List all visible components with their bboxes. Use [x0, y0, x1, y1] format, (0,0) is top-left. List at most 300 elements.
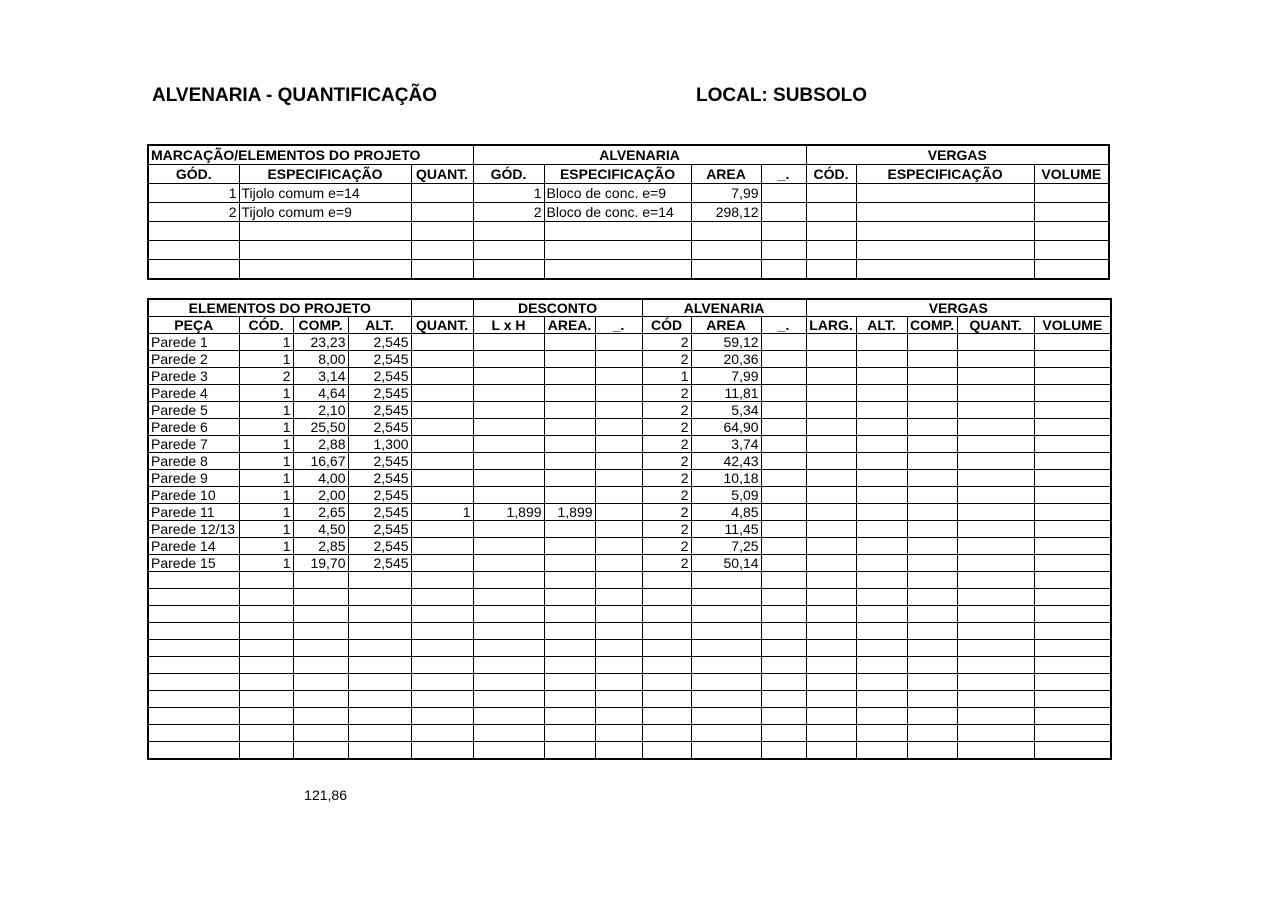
table-cell: 1: [239, 555, 293, 572]
table-cell: [957, 351, 1034, 368]
table-cell: [293, 572, 348, 589]
table-cell: [856, 436, 907, 453]
table-cell: [1034, 691, 1111, 708]
table-cell: [411, 334, 473, 351]
table-cell: [1034, 742, 1111, 760]
table-cell: [691, 691, 761, 708]
table-cell: [856, 606, 907, 623]
table-row: [148, 203, 1109, 222]
column-header: COMP.: [293, 317, 348, 334]
table-cell: 2,545: [348, 521, 411, 538]
table-cell: Parede 6: [148, 419, 239, 436]
table-cell: [806, 657, 856, 674]
table-cell: [806, 241, 856, 260]
table-cell: [239, 657, 293, 674]
table-cell: [293, 708, 348, 725]
table-cell: [806, 470, 856, 487]
group-header-vergas: VERGAS: [806, 299, 1111, 317]
table-row: [148, 708, 1111, 725]
table-cell: [348, 623, 411, 640]
group-header-blank: [411, 299, 473, 317]
table-cell: [411, 184, 473, 203]
table-cell: [957, 742, 1034, 760]
table-row: [148, 623, 1111, 640]
table-cell: 2,00: [293, 487, 348, 504]
group-header-elements: ELEMENTOS DO PROJETO: [148, 299, 411, 317]
comp-total: 121,86: [304, 787, 347, 803]
table-cell: [595, 674, 642, 691]
table-cell: [761, 351, 806, 368]
table-cell: [473, 241, 544, 260]
table-cell: [856, 589, 907, 606]
table-cell: [239, 241, 411, 260]
table-cell: [595, 742, 642, 760]
table-cell: 2: [642, 521, 691, 538]
table-cell: 64,90: [691, 419, 761, 436]
table-cell: [544, 453, 595, 470]
table-cell: 2,545: [348, 385, 411, 402]
table-cell: [856, 453, 907, 470]
table-cell: [856, 674, 907, 691]
project-markings-table: [147, 144, 1110, 280]
table-cell: [806, 504, 856, 521]
table-cell: [691, 725, 761, 742]
table-cell: 1,300: [348, 436, 411, 453]
table-cell: [856, 691, 907, 708]
table-cell: [761, 402, 806, 419]
table-cell: Parede 15: [148, 555, 239, 572]
table-row: [148, 402, 1111, 419]
table-cell: [473, 708, 544, 725]
column-header: COMP.: [907, 317, 957, 334]
table-cell: [473, 351, 544, 368]
table-cell: [1034, 351, 1111, 368]
table-cell: [806, 419, 856, 436]
table-cell: Parede 5: [148, 402, 239, 419]
table-cell: [239, 260, 411, 280]
table-cell: Bloco de conc. e=9: [544, 184, 691, 203]
table-cell: 2: [642, 351, 691, 368]
table-cell: [856, 222, 1034, 241]
table-cell: [148, 742, 239, 760]
table-cell: [411, 657, 473, 674]
table-cell: [907, 589, 957, 606]
table-cell: [595, 657, 642, 674]
table-cell: [1034, 222, 1109, 241]
table-cell: [957, 470, 1034, 487]
table-cell: [907, 368, 957, 385]
table-cell: [761, 538, 806, 555]
column-header: _.: [761, 317, 806, 334]
table-cell: [595, 521, 642, 538]
table-cell: 20,36: [691, 351, 761, 368]
table-cell: 1: [239, 419, 293, 436]
table-cell: [595, 640, 642, 657]
table-cell: [595, 351, 642, 368]
table-cell: [806, 708, 856, 725]
table-cell: Parede 7: [148, 436, 239, 453]
table-cell: [293, 589, 348, 606]
table-cell: [473, 657, 544, 674]
table-cell: 1: [239, 334, 293, 351]
table-cell: 2,545: [348, 538, 411, 555]
table-cell: [691, 222, 761, 241]
table-cell: 1: [473, 184, 544, 203]
table-cell: [473, 555, 544, 572]
table-cell: 4,50: [293, 521, 348, 538]
table-cell: [348, 640, 411, 657]
table-cell: 2: [642, 402, 691, 419]
table-row: [148, 725, 1111, 742]
table-cell: [1034, 487, 1111, 504]
table-cell: [856, 419, 907, 436]
table-cell: [148, 606, 239, 623]
table-cell: [544, 725, 595, 742]
table-cell: [856, 521, 907, 538]
table-cell: [806, 368, 856, 385]
table-cell: 2,545: [348, 487, 411, 504]
table-cell: [806, 742, 856, 760]
table-row: [148, 640, 1111, 657]
table-row: [148, 470, 1111, 487]
table-cell: [293, 606, 348, 623]
table-cell: [691, 640, 761, 657]
table-cell: [544, 555, 595, 572]
table-cell: [348, 674, 411, 691]
table-cell: [544, 402, 595, 419]
table-cell: [239, 606, 293, 623]
table-cell: [411, 385, 473, 402]
table-cell: [1034, 334, 1111, 351]
table-cell: [348, 589, 411, 606]
table-cell: [544, 623, 595, 640]
table-cell: [411, 351, 473, 368]
table-cell: [544, 222, 691, 241]
table-cell: [473, 222, 544, 241]
table-cell: Parede 14: [148, 538, 239, 555]
column-header: AREA: [691, 317, 761, 334]
table-cell: [544, 241, 691, 260]
table-row: [148, 504, 1111, 521]
table-cell: [907, 674, 957, 691]
table-cell: [595, 470, 642, 487]
table-cell: [544, 589, 595, 606]
table-cell: [957, 368, 1034, 385]
table-cell: Parede 9: [148, 470, 239, 487]
table-cell: [1034, 402, 1111, 419]
table-cell: [642, 657, 691, 674]
table-cell: 2,545: [348, 453, 411, 470]
table-row: [148, 674, 1111, 691]
table-cell: [761, 385, 806, 402]
table-cell: Bloco de conc. e=14: [544, 203, 691, 222]
table-cell: 3,74: [691, 436, 761, 453]
table-row: [148, 222, 1109, 241]
table-cell: [761, 640, 806, 657]
table-cell: [595, 538, 642, 555]
table-cell: [761, 742, 806, 760]
table-cell: [957, 419, 1034, 436]
table-cell: [856, 504, 907, 521]
table-cell: [473, 368, 544, 385]
table-cell: [473, 385, 544, 402]
table-cell: 7,99: [691, 368, 761, 385]
table-cell: [761, 623, 806, 640]
table-cell: [411, 691, 473, 708]
table-cell: Parede 4: [148, 385, 239, 402]
table-cell: [411, 368, 473, 385]
table-cell: [595, 385, 642, 402]
table-cell: [239, 742, 293, 760]
table-cell: [544, 606, 595, 623]
table-cell: [544, 521, 595, 538]
table-cell: [907, 623, 957, 640]
table-cell: [595, 402, 642, 419]
table-cell: [806, 203, 856, 222]
table-cell: [411, 453, 473, 470]
table-cell: [411, 623, 473, 640]
group-header-desconto: DESCONTO: [473, 299, 642, 317]
group-header-alvenaria: ALVENARIA: [473, 145, 806, 165]
table-cell: [293, 640, 348, 657]
table-cell: [293, 691, 348, 708]
table-cell: [761, 725, 806, 742]
table-cell: [595, 436, 642, 453]
table-cell: [473, 538, 544, 555]
table-cell: 1,899: [473, 504, 544, 521]
table-cell: 19,70: [293, 555, 348, 572]
table-cell: 11,45: [691, 521, 761, 538]
table-cell: [761, 436, 806, 453]
table-cell: [595, 368, 642, 385]
table-cell: [806, 453, 856, 470]
table-cell: [595, 334, 642, 351]
table-cell: [473, 674, 544, 691]
table-cell: [544, 419, 595, 436]
table-cell: [411, 708, 473, 725]
table-cell: [148, 708, 239, 725]
table-cell: [348, 691, 411, 708]
table-cell: [595, 504, 642, 521]
table-cell: [544, 708, 595, 725]
table-cell: [1034, 521, 1111, 538]
table-cell: 1,899: [544, 504, 595, 521]
table-cell: [595, 589, 642, 606]
table-cell: [642, 572, 691, 589]
column-header: CÓD: [642, 317, 691, 334]
table-cell: [544, 470, 595, 487]
table-cell: [806, 222, 856, 241]
table-cell: [806, 674, 856, 691]
table-cell: [806, 260, 856, 280]
table-cell: [957, 708, 1034, 725]
table-cell: [411, 436, 473, 453]
table-cell: [806, 184, 856, 203]
table-cell: [1034, 538, 1111, 555]
table-cell: [595, 725, 642, 742]
table-cell: [1034, 657, 1111, 674]
table-cell: 2: [148, 203, 239, 222]
table-cell: [856, 260, 1034, 280]
table-cell: [544, 436, 595, 453]
table-cell: 23,23: [293, 334, 348, 351]
table-cell: 1: [239, 521, 293, 538]
table-row: [148, 419, 1111, 436]
table-cell: 7,25: [691, 538, 761, 555]
location-title: LOCAL: SUBSOLO: [696, 85, 867, 106]
table-cell: 4,64: [293, 385, 348, 402]
table-row: [148, 184, 1109, 203]
table-cell: [473, 572, 544, 589]
table-cell: [806, 385, 856, 402]
table-cell: [806, 691, 856, 708]
table-cell: [1034, 260, 1109, 280]
table-row: [148, 334, 1111, 351]
table-cell: [691, 674, 761, 691]
table-cell: [856, 368, 907, 385]
table-cell: 42,43: [691, 453, 761, 470]
table-cell: 2: [239, 368, 293, 385]
table-cell: 59,12: [691, 334, 761, 351]
table-cell: [148, 260, 239, 280]
table-cell: [957, 640, 1034, 657]
table-row: [148, 606, 1111, 623]
column-header: AREA: [691, 165, 761, 184]
table-cell: [473, 640, 544, 657]
table-cell: [411, 674, 473, 691]
table-cell: [761, 504, 806, 521]
table-cell: 2,10: [293, 402, 348, 419]
table-cell: [1034, 640, 1111, 657]
table-cell: 7,99: [691, 184, 761, 203]
table-cell: [148, 640, 239, 657]
table-cell: 4,85: [691, 504, 761, 521]
table-cell: [806, 487, 856, 504]
group-header-alvenaria: ALVENARIA: [642, 299, 806, 317]
table-cell: [856, 241, 1034, 260]
table-cell: [856, 334, 907, 351]
table-cell: [473, 334, 544, 351]
table-cell: [907, 419, 957, 436]
table-cell: [761, 487, 806, 504]
table-cell: 1: [642, 368, 691, 385]
table-cell: [595, 419, 642, 436]
table-cell: [595, 708, 642, 725]
table-cell: [761, 334, 806, 351]
table-cell: [907, 606, 957, 623]
table-cell: Parede 10: [148, 487, 239, 504]
table-cell: [761, 589, 806, 606]
table-cell: [239, 691, 293, 708]
table-cell: [907, 742, 957, 760]
table-cell: [642, 725, 691, 742]
project-elements-table: [147, 298, 1112, 760]
table-cell: 1: [239, 470, 293, 487]
table-cell: [411, 487, 473, 504]
table-cell: 2: [642, 538, 691, 555]
table-cell: [411, 538, 473, 555]
table-cell: [148, 674, 239, 691]
table-cell: 3,14: [293, 368, 348, 385]
table-cell: [1034, 589, 1111, 606]
table-cell: 2,545: [348, 470, 411, 487]
table-cell: [691, 589, 761, 606]
table-cell: [411, 241, 473, 260]
table-cell: [856, 640, 907, 657]
column-header: L x H: [473, 317, 544, 334]
table-cell: 2: [642, 385, 691, 402]
table-cell: [806, 555, 856, 572]
table-cell: 2,545: [348, 402, 411, 419]
table-cell: [473, 742, 544, 760]
table-cell: [1034, 241, 1109, 260]
table-cell: [348, 606, 411, 623]
table-cell: Parede 3: [148, 368, 239, 385]
table-cell: [595, 691, 642, 708]
table-cell: [411, 742, 473, 760]
table-cell: [411, 260, 473, 280]
column-header: QUANT.: [411, 165, 473, 184]
table-cell: Parede 12/13: [148, 521, 239, 538]
table-cell: [957, 555, 1034, 572]
table-cell: [348, 742, 411, 760]
table-cell: [473, 436, 544, 453]
table-cell: [691, 572, 761, 589]
table-cell: [1034, 555, 1111, 572]
table-cell: [595, 453, 642, 470]
table-cell: 2,545: [348, 368, 411, 385]
table-cell: [473, 521, 544, 538]
table-cell: [411, 402, 473, 419]
column-header: ESPECIFICAÇÃO: [544, 165, 691, 184]
table-cell: 1: [239, 487, 293, 504]
column-header: GÓD.: [148, 165, 239, 184]
table-cell: [595, 606, 642, 623]
table-cell: [907, 538, 957, 555]
table-cell: 16,67: [293, 453, 348, 470]
column-header: LARG.: [806, 317, 856, 334]
table-cell: [957, 589, 1034, 606]
table-cell: 2,545: [348, 334, 411, 351]
table-cell: 1: [239, 504, 293, 521]
table-cell: 1: [411, 504, 473, 521]
table-row: [148, 555, 1111, 572]
table-cell: [411, 572, 473, 589]
table-cell: [761, 453, 806, 470]
table-cell: [856, 203, 1034, 222]
table-cell: [148, 222, 239, 241]
table-cell: [761, 691, 806, 708]
table-cell: [148, 691, 239, 708]
table-cell: [239, 640, 293, 657]
table-cell: [806, 640, 856, 657]
table-cell: [856, 385, 907, 402]
table-cell: [544, 487, 595, 504]
table-cell: [642, 640, 691, 657]
table-row: [148, 657, 1111, 674]
table-cell: [595, 572, 642, 589]
table-cell: [761, 521, 806, 538]
table-cell: 1: [239, 453, 293, 470]
table-cell: 11,81: [691, 385, 761, 402]
table-cell: [856, 742, 907, 760]
table-row: [148, 368, 1111, 385]
table-cell: [806, 725, 856, 742]
table-cell: [907, 657, 957, 674]
table-cell: [1034, 453, 1111, 470]
table-cell: 2: [642, 504, 691, 521]
table-cell: [761, 184, 806, 203]
